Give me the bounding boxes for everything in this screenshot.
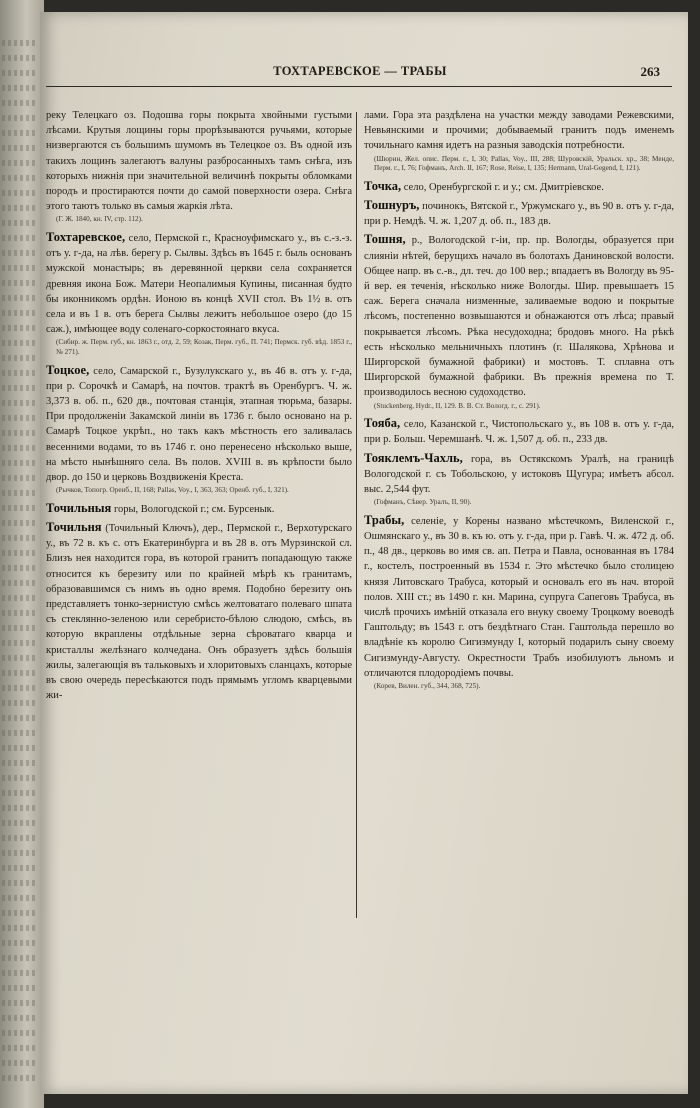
entry-headword: Тошня, [364,232,406,247]
bleed-through-line [2,970,38,976]
bleed-through-line [2,670,38,676]
entry-references: (Шюрин, Жел. опис. Перм. г., I, 30; Pallas, Voy., III, 288; Шуровскій, Уральск. хр., 38; Менде, Перм. г., I, 76; Гофманъ, Arch. II, 167; Rose, Reise, I, 135; Hermann, Ural-Gegend, I, 121). [374,154,674,173]
bleed-through-line [2,160,38,166]
entry-headword: Тояба, [364,416,401,431]
bleed-through-line [2,550,38,556]
bleed-through-line [2,1045,38,1051]
bleed-through-line [2,430,38,436]
bleed-through-line [2,595,38,601]
bleed-through-line [2,85,38,91]
bleed-through-line [2,625,38,631]
book-page [40,12,688,1094]
entry-headword: Трабы, [364,512,405,527]
bleed-through-line [2,205,38,211]
bleed-through-line [2,1075,38,1081]
bleed-through-line [2,790,38,796]
bleed-through-line [2,1015,38,1021]
entry-references: (Корев, Вилен. губ., 344, 368, 725). [374,682,481,691]
entry-text: горы, Вологодской г.; см. Бурсенык. [113,503,275,515]
bleed-through-line [2,145,38,151]
bleed-through-line [2,70,38,76]
bleed-through-line [2,235,38,241]
bleed-through-line [2,865,38,871]
entry-text: село, Самарской г., Бузулукскаго у., въ 46 в. отъ у. г-да, при р. Сорочкѣ и Самарѣ, на почтов. трактѣ въ Оренбургъ. Ч. ж. 3,373 в. об. п., 620 дв., почтовая станція, этапная тюрьма, базары. При продолженіи Закамской линіи въ 1736 г. было основано на р. Самарѣ Тоцкое укрѣп., но такъ какъ мѣстность его заливалась весенними водами, то въ 1746 г. оно перенесено нѣсколько выше, на мѣсто нынѣшняго села. Въ полов. XVIII в. въ крѣпости было двор. до 150 и церковь Воздвиженія Креста. [46,365,352,484]
bleed-through-line [2,895,38,901]
bleed-through-line [2,535,38,541]
entry-text: (Точильный Ключъ), дер., Пермской г., Верхотурскаго у., въ 72 в. къ с. отъ Екатеринбурга и въ 28 в. отъ Мурзинской сл. Близъ нея находится гора, въ которой гранитъ попадающую также относится къ березиту или по крайней мѣрѣ къ гранитамъ, образовавшимся съ нимъ въ одно время. Подобно березиту онъ представляетъ тонко-зернистую смѣсь желтоватаго полеваго шпата съ стеклянно-зеленою или серебристо-бѣлою слюдою, смѣсь, въ которую вкраплены отдѣльные зерна сѣроватаго кварца и кристаллы желѣзнаго колчедана. Онъ образуетъ здѣсь большія жилы, залегающія въ тальковыхъ и хлоритовыхъ сланцахъ, которые въ свою очередь пересѣкаются подъ прямымъ угломъ кварцевыми жи- [46,523,352,702]
dictionary-entry [46,363,352,496]
bleed-through-line [2,940,38,946]
bleed-through-line [2,910,38,916]
entry-headword: Тояклемъ-Чахль, [364,450,463,465]
bleed-through-line [2,985,38,991]
bleed-through-line [2,445,38,451]
entry-references: (Г. Ж. 1840, кн. IV, стр. 112). [56,215,143,224]
bleed-through-line [2,805,38,811]
dictionary-entry [364,513,674,692]
entry-text: р., Вологодской г-іи, пр. пр. Вологды, образуется при слияніи нѣтей, берущихъ начало въ болотахъ Даниновской волости. Общее напр. въ с.-в., дл. теч. до 100 вер.; впадаетъ въ Вологду въ 95-й вер. ея теченія, нѣсколько ниже Вологды. Шир. превышаетъ 15 саж. Берега сначала низменные, заливаемые водою и покрытые лѣсомъ, постепенно возвышаются и обнажаются отъ лѣса; правый покрывается лѣсомъ. Рѣка несудоходна; бродовъ много. На рѣкѣ есть нѣсколько мельничныхъ плотинъ (г. Шалякова, Хрѣнова и Ширгорской бумажной фабрики) и мостовъ. Т. сплавна отъ Ширгорской бумажной фабрики. Въ прежнія времена по Т. производилось весною судоходство. [364,235,674,399]
bleed-through-line [2,715,38,721]
entry-headword: Тошнуръ, [364,198,420,212]
bleed-through-line [2,250,38,256]
bleed-through-line [2,190,38,196]
bleed-through-line [2,265,38,271]
entry-text: село, Оренбургской г. и у.; см. Дмитріевское. [403,181,604,193]
page-number: 263 [640,64,660,79]
bleed-through-line [2,850,38,856]
bleed-through-line [2,490,38,496]
bleed-through-line [2,580,38,586]
dictionary-entry [46,520,352,703]
entry-text: село, Пермской г., Красноуфимскаго у., въ с.-з.-з. отъ у. г-да, на лѣв. берегу р. Сылвы. Здѣсь въ 1645 г. быль основанъ мужской монастырь; въ деревянной церкви села сохраняется древняя икона Бож. Матери Неопалимыя Купины, писанная будто бы иконникомъ ордѣн. Ионою въ концѣ XVII стол. Въ 1½ в. отъ села и въ 1 в. отъ берега Сылвы лежитъ небольшое озеро (до 15 саж.), имѣющее воду соленаго-соркостоянаго вкуса. [46,233,352,336]
entry-text: гора, въ Остякскомъ Уралѣ, на границѣ Вологодской г. съ Тобольскою, у истоковъ Щугура; имѣетъ абсол. выс. 2,544 фут. [364,453,674,496]
bleed-through-line [2,55,38,61]
bleed-through-line [2,1060,38,1066]
bleed-through-line [2,115,38,121]
entry-text: лами. Гора эта раздѣлена на участки между заводами Режевскими, Невьянскими и прочими; добываемый гранитъ подъ именемъ точильнаго камня идетъ на разныя заводскія потребности. [364,110,674,152]
header-rule [46,86,672,87]
dictionary-entry [46,501,352,517]
bleed-through-line [2,820,38,826]
entry-text: селеніе, у Корены названо мѣстечкомъ, Виленской г., Ошмянскаго у., въ 30 в. къ ю. отъ у. г-да, при р. Гавѣ. Ч. ж. 472 д. об. п., 48 дв., церковь во имя св. ап. Петра и Павла, основанная въ 1784 г., костелъ, построенный въ 1534 г. Это мѣстечко было столицею князя Литовскаго Трабуса, который и основалъ его въ нач. второй полов. XIII ст.; въ 1490 г. кн. Марина, супруга Сапеговъ Трабуса, въ числѣ прочихъ имѣній отказала его внуку своему Троцкому воеводѣ Гаштольду; въ 1543 г. отъ бездѣтнаго Стан. Гаштольда перешло во владѣніе къ королю Сигизмунду I, который подарилъ сыну своему Сигизмунду-Августу. Окрестности Трабъ изобилуютъ льномъ и отличаются плодородіемъ почвы. [364,515,674,679]
bleed-through-line [2,505,38,511]
bleed-through-line [2,100,38,106]
bleed-through-line [2,700,38,706]
bleed-through-line [2,460,38,466]
bleed-through-line [2,655,38,661]
entry-headword: Точка, [364,178,402,193]
entry-headword: Тохтаревское, [46,230,126,245]
bleed-through-line [2,280,38,286]
entry-text: реку Телецкаго оз. Подошва горы покрыта хвойными густыми лѣсами. Крутыя лощины горы прорѣзываются ручьями, которые низвергаются съ большимъ шумомъ въ Телецкое оз. Въ одной изъ такихъ лощинъ залегаютъ валуны разбросанныхъ тамъ снѣга, изъ которыхъ нижнія при значительной величинѣ покрыты обломками породъ и простираются почти до самой поверхности озера. Снѣга этого таютъ только въ самыя жаркія лѣта. [46,110,352,213]
dictionary-entry [46,108,352,225]
entry-headword: Точильныя [46,500,112,515]
bleed-through-line [2,925,38,931]
entry-references: (Сибир. ж. Перм. губ., кн. 1863 г., отд. 2, 59; Козак, Перм. губ., П. 741; Пермск. губ. вѣд. 1853 г., № 271). [56,338,352,357]
entry-references: (Stuckenberg, Hydr., II, 129. В. В. Ст. Вологд. г., с. 291). [374,401,541,410]
bleed-through-line [2,220,38,226]
bleed-through-line [2,130,38,136]
left-column [46,108,352,928]
entry-text: починокъ, Вятской г., Уржумскаго у., въ 90 в. отъ у. г-да, при р. Немдѣ. Ч. ж. 1,207 д. об. п., 183 дв. [364,201,674,228]
entry-references: (Рычков, Топогр. Оренб., II, 168; Pallas, Voy., I, 363, 363; Оренб. губ., I, 321). [56,486,289,495]
bleed-through-line [2,955,38,961]
dictionary-entry [364,416,674,447]
bleed-through-line [2,640,38,646]
bleed-through-line [2,730,38,736]
bleed-through-line [2,385,38,391]
bleed-through-line [2,775,38,781]
bleed-through-line [2,295,38,301]
bleed-through-line [2,325,38,331]
bleed-through-line [2,40,38,46]
bleed-through-line [2,745,38,751]
bleed-through-line [2,565,38,571]
column-divider [356,112,357,918]
bleed-through-line [2,475,38,481]
right-column [364,108,674,928]
bleed-through-line [2,880,38,886]
bleed-through-line [2,835,38,841]
bleed-through-line [2,355,38,361]
bleed-through-line [2,760,38,766]
running-title: ТОХТАРЕВСКОЕ — ТРАБЫ [273,64,447,78]
entry-headword: Тоцкое, [46,362,90,377]
dictionary-entry [364,451,674,508]
dictionary-entry [364,232,674,411]
bleed-through-line [2,370,38,376]
bleed-through-line [2,520,38,526]
running-header [40,64,688,84]
bleed-through-line [2,1030,38,1036]
dictionary-entry [364,198,674,229]
dictionary-entry [46,230,352,358]
bleed-through-line [2,340,38,346]
entry-references: (Гофманъ, Сѣвер. Уралъ, II, 90). [374,498,472,507]
bleed-through-line [2,400,38,406]
left-page-edge [0,0,44,1108]
bleed-through-line [2,685,38,691]
entry-text: село, Казанской г., Чистопольскаго у., въ 108 в. отъ у. г-да, при р. Больш. Черемшанѣ. Ч. ж. 1,507 д. об. п., 233 дв. [364,419,674,446]
bleed-through-line [2,1000,38,1006]
dictionary-entry [364,179,674,195]
bleed-through-line [2,175,38,181]
bleed-through-line [2,415,38,421]
bleed-through-line [2,310,38,316]
entry-headword: Точильня [46,520,102,535]
dictionary-entry [364,108,674,174]
bleed-through-line [2,610,38,616]
